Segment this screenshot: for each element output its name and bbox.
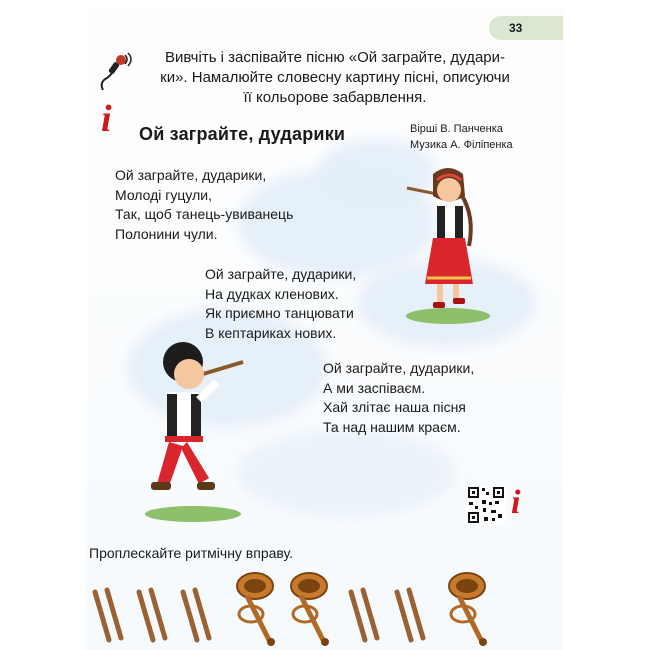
info-icon-2: i [511,484,521,521]
textbook-page [87,8,563,650]
boy-with-pipe-illustration [143,334,253,524]
trumpet-icon [225,570,281,650]
song-title: Ой заграйте, дударики [139,124,346,144]
trumpet-icon [279,570,335,650]
pipe-pair-icon [345,570,385,650]
music-credit: Музика А. Філіпенка [410,139,513,151]
stanza-2: Ой заграйте, дударики, На дудках кленових. Як приємно танцювати В кептариках нових. [205,266,357,341]
pipe-pair-icon [391,570,431,650]
lyrics-credit: Вірші В. Панченка [410,123,503,135]
song-credits [410,121,513,153]
pipe-pair-icon [89,570,129,650]
qr-code-icon [467,486,505,524]
stanza-3: Ой заграйте, дударики, А ми заспіваєм. Хай злітає наша пісня Та над нашим краєм. [323,360,475,435]
task-instruction: Вивчіть і заспівайте пісню «Ой заграйте, дудари- ки». Намалюйте словесну картину пісні, описуючи її кольорове забарвлення. [160,49,510,106]
info-icon: i [101,98,112,140]
pipe-pair-icon [133,570,173,650]
page-number-tab [489,16,563,40]
page-number: 33 [509,21,523,35]
pipe-pair-icon [177,570,217,650]
rhythm-exercise [87,570,563,650]
trumpet-icon [437,570,493,650]
microphone-icon [97,52,133,94]
girl-with-pipe-illustration [403,166,493,326]
stanza-1: Ой заграйте, дударики, Молоді гуцули, Так, щоб танець-увиванець Полонини чули. [115,167,294,242]
rhythm-task: Проплескайте ритмічну вправу. [89,545,294,561]
